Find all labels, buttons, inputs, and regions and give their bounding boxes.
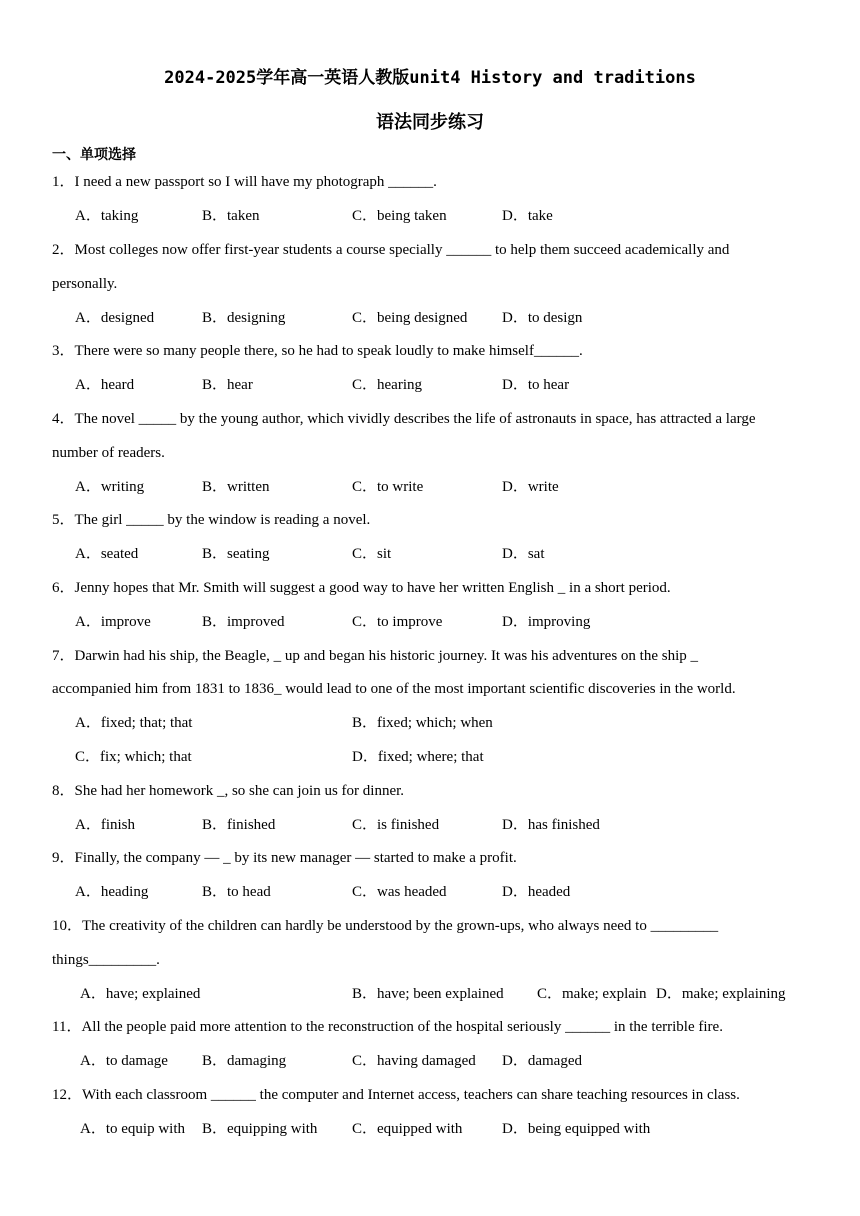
question-8-option-d: D．has finished bbox=[502, 817, 600, 833]
question-1-line-1: 1．I need a new passport so I will have my photograph ______. bbox=[52, 174, 437, 190]
question-6-option-c: C．to improve bbox=[352, 614, 443, 630]
question-8-line-1: 8．She had her homework _, so she can join us for dinner. bbox=[52, 783, 405, 799]
question-3-option-b: B．hear bbox=[202, 377, 253, 393]
question-10-option-d: D．make; explaining bbox=[656, 986, 786, 1002]
question-2-line-2: personally. bbox=[52, 276, 118, 292]
question-11-line-1: 11．All the people paid more attention to the reconstruction of the hospital seriously ______ in the terrible fire. bbox=[52, 1019, 723, 1035]
question-7-option-a: A．fixed; that; that bbox=[75, 715, 193, 731]
question-5-option-c: C．sit bbox=[352, 546, 392, 562]
question-2-option-c: C．being designed bbox=[352, 310, 468, 326]
question-11-option-b: B．damaging bbox=[202, 1053, 287, 1069]
question-3-option-a: A．heard bbox=[75, 377, 135, 393]
question-7-line-1: 7．Darwin had his ship, the Beagle, _ up and began his historic journey. It was his adventures on the ship _ bbox=[52, 648, 698, 664]
question-5-option-a: A．seated bbox=[75, 546, 139, 562]
question-7-line-2: accompanied him from 1831 to 1836_ would lead to one of the most important scientific discoveries in the world. bbox=[52, 681, 736, 697]
question-12-option-b: B．equipping with bbox=[202, 1121, 318, 1137]
question-10-line-1: 10．The creativity of the children can hardly be understood by the grown-ups, who always need to _________ bbox=[52, 918, 719, 934]
question-8-option-b: B．finished bbox=[202, 817, 276, 833]
question-6-option-b: B．improved bbox=[202, 614, 285, 630]
question-4-option-a: A．writing bbox=[75, 479, 145, 495]
question-6-option-a: A．improve bbox=[75, 614, 151, 630]
question-9-option-d: D．headed bbox=[502, 884, 571, 900]
question-10-option-b: B．have; been explained bbox=[352, 986, 504, 1002]
question-4-line-1: 4．The novel _____ by the young author, which vividly describes the life of astronauts in space, has attracted a large bbox=[52, 411, 756, 427]
question-10-option-a: A．have; explained bbox=[80, 986, 201, 1002]
question-4-line-2: number of readers. bbox=[52, 445, 165, 461]
question-8-option-a: A．finish bbox=[75, 817, 136, 833]
question-2-option-a: A．designed bbox=[75, 310, 155, 326]
question-2-line-1: 2．Most colleges now offer first-year students a course specially ______ to help them succeed academically and bbox=[52, 242, 730, 258]
question-6-option-d: D．improving bbox=[502, 614, 591, 630]
question-3-line-1: 3．There were so many people there, so he had to speak loudly to make himself______. bbox=[52, 343, 583, 359]
question-2-option-d: D．to design bbox=[502, 310, 583, 326]
question-12-option-c: C．equipped with bbox=[352, 1121, 463, 1137]
question-6-line-1: 6．Jenny hopes that Mr. Smith will suggest a good way to have her written English _ in a short period. bbox=[52, 580, 671, 596]
question-12-option-a: A．to equip with bbox=[80, 1121, 185, 1137]
section-heading: 一、单项选择 bbox=[52, 147, 136, 163]
question-7-option-d: D．fixed; where; that bbox=[352, 749, 484, 765]
question-12-line-1: 12．With each classroom ______ the computer and Internet access, teachers can share teaching resources in class. bbox=[52, 1087, 740, 1103]
question-12-option-d: D．being equipped with bbox=[502, 1121, 651, 1137]
question-9-line-1: 9．Finally, the company — _ by its new manager — started to make a profit. bbox=[52, 850, 517, 866]
question-1-option-c: C．being taken bbox=[352, 208, 447, 224]
question-1-option-a: A．taking bbox=[75, 208, 139, 224]
question-3-option-d: D．to hear bbox=[502, 377, 570, 393]
question-8-option-c: C．is finished bbox=[352, 817, 440, 833]
document-subtitle: 语法同步练习 bbox=[376, 112, 484, 133]
question-9-option-c: C．was headed bbox=[352, 884, 447, 900]
document-title: 2024-2025学年高一英语人教版unit4 History and traditions bbox=[164, 68, 696, 88]
question-1-option-b: B．taken bbox=[202, 208, 260, 224]
question-10-option-c: C．make; explain bbox=[537, 986, 647, 1002]
question-5-line-1: 5．The girl _____ by the window is reading a novel. bbox=[52, 512, 371, 528]
question-5-option-d: D．sat bbox=[502, 546, 545, 562]
question-7-option-b: B．fixed; which; when bbox=[352, 715, 493, 731]
question-2-option-b: B．designing bbox=[202, 310, 286, 326]
question-7-option-c: C．fix; which; that bbox=[75, 749, 192, 765]
question-5-option-b: B．seating bbox=[202, 546, 270, 562]
question-4-option-d: D．write bbox=[502, 479, 559, 495]
question-10-line-2: things_________. bbox=[52, 952, 160, 968]
question-9-option-b: B．to head bbox=[202, 884, 271, 900]
question-9-option-a: A．heading bbox=[75, 884, 149, 900]
question-11-option-d: D．damaged bbox=[502, 1053, 582, 1069]
question-4-option-b: B．written bbox=[202, 479, 270, 495]
question-1-option-d: D．take bbox=[502, 208, 553, 224]
question-11-option-c: C．having damaged bbox=[352, 1053, 476, 1069]
question-11-option-a: A．to damage bbox=[80, 1053, 168, 1069]
question-4-option-c: C．to write bbox=[352, 479, 424, 495]
question-3-option-c: C．hearing bbox=[352, 377, 422, 393]
